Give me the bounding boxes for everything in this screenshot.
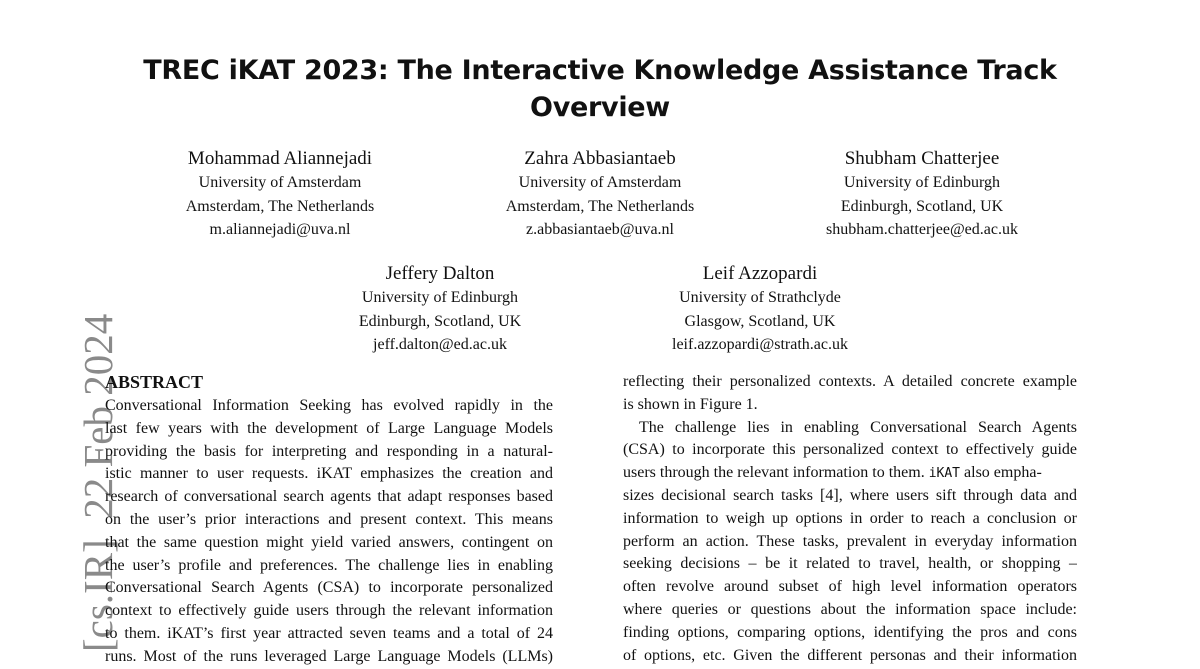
- author-name: Shubham Chatterjee: [844, 148, 1000, 169]
- text-line: runs. Most of the runs leveraged Large Language Models (LLMs): [105, 647, 553, 665]
- text-line: on the user’s prior interactions and present context. This means: [105, 510, 553, 528]
- text-line: to them. iKAT’s first year attracted seven teams and a total of 24: [105, 624, 553, 642]
- right-column: [623, 371, 1077, 667]
- text-line: finding options, comparing options, identifying the pros and cons: [623, 623, 1077, 641]
- author-email: z.abbasiantaeb@uva.nl: [525, 221, 674, 238]
- text-line: research of conversational search agents that adapt responses based: [105, 488, 553, 506]
- paper-title-line-1: TREC iKAT 2023: The Interactive Knowledge Assistance Track: [143, 55, 1057, 86]
- author-affiliation: University of Amsterdam: [198, 174, 362, 191]
- author-affiliation: University of Strathclyde: [679, 289, 841, 306]
- arxiv-stamp: [cs.IR] 22 Feb 2024: [75, 313, 121, 652]
- author-affiliation: University of Edinburgh: [361, 289, 519, 306]
- author-name: Jeffery Dalton: [385, 263, 495, 284]
- author-affiliation: University of Edinburgh: [843, 174, 1001, 191]
- text-line: (CSA) to incorporate this personalized context to effectively guide: [623, 441, 1077, 459]
- author-location: Edinburgh, Scotland, UK: [358, 312, 522, 330]
- author-name: Leif Azzopardi: [702, 263, 818, 284]
- text-line: often revolve around subset of high level information operators: [623, 578, 1077, 596]
- text-line: Conversational Search Agents (CSA) to incorporate personalized: [105, 579, 553, 597]
- paper-title-line-2: Overview: [530, 92, 670, 123]
- author-location: Edinburgh, Scotland, UK: [840, 197, 1004, 215]
- text-span: users through the relevant information to them.: [623, 464, 925, 482]
- author-location: Amsterdam, The Netherlands: [185, 197, 375, 215]
- text-line: providing the basis for interpreting and responding in a natural-: [105, 442, 553, 460]
- text-line: Conversational Information Seeking has evolved rapidly in the: [105, 397, 553, 414]
- author-block: [772, 146, 1072, 242]
- abstract-heading: ABSTRACT: [105, 372, 204, 392]
- author-block: [450, 146, 750, 242]
- ikat-mono-span: iKAT: [928, 466, 961, 482]
- text-line: seeking decisions – be it related to travel, health, or shopping –: [623, 555, 1077, 573]
- author-location: Glasgow, Scotland, UK: [684, 312, 836, 330]
- author-email: shubham.chatterjee@ed.ac.uk: [826, 221, 1018, 238]
- text-line: last few years with the development of Large Language Models: [105, 419, 553, 437]
- text-line: of options, etc. Given the different personas and their information: [623, 646, 1077, 664]
- author-email: jeff.dalton@ed.ac.uk: [373, 336, 507, 353]
- author-email: m.aliannejadi@uva.nl: [209, 221, 351, 238]
- author-affiliation: University of Amsterdam: [518, 174, 682, 191]
- text-line: that the same question might yield varied answers, contingent on: [105, 533, 553, 551]
- author-name: Zahra Abbasiantaeb: [524, 148, 676, 169]
- text-line: [623, 462, 1077, 485]
- abstract-section: [105, 369, 553, 669]
- text-line: is shown in Figure 1.: [623, 395, 758, 413]
- author-email: leif.azzopardi@strath.ac.uk: [672, 336, 848, 353]
- author-block: [290, 261, 590, 357]
- text-line: information to weigh up options in order to reach a conclusion or: [623, 509, 1077, 527]
- text-line: perform an action. These tasks, prevalent in everyday information: [623, 532, 1077, 550]
- author-block: [610, 261, 910, 357]
- text-line: where queries or questions about the information space include:: [623, 600, 1077, 618]
- text-line: The challenge lies in enabling Conversational Search Agents: [639, 418, 1077, 436]
- author-name: Mohammad Aliannejadi: [187, 148, 373, 169]
- text-line: reflecting their personalized contexts. A detailed concrete example: [623, 373, 1077, 390]
- text-line: sizes decisional search tasks [4], where users sift through data and: [623, 486, 1077, 504]
- text-line: context to effectively guide users through the relevant information: [105, 602, 553, 620]
- text-line: istic manner to user requests. iKAT emphasizes the creation and: [105, 465, 553, 483]
- author-block: [130, 146, 430, 242]
- text-line: the user’s profile and preferences. The challenge lies in enabling: [105, 556, 553, 574]
- author-location: Amsterdam, The Netherlands: [505, 197, 695, 215]
- text-span: also empha-: [964, 464, 1042, 482]
